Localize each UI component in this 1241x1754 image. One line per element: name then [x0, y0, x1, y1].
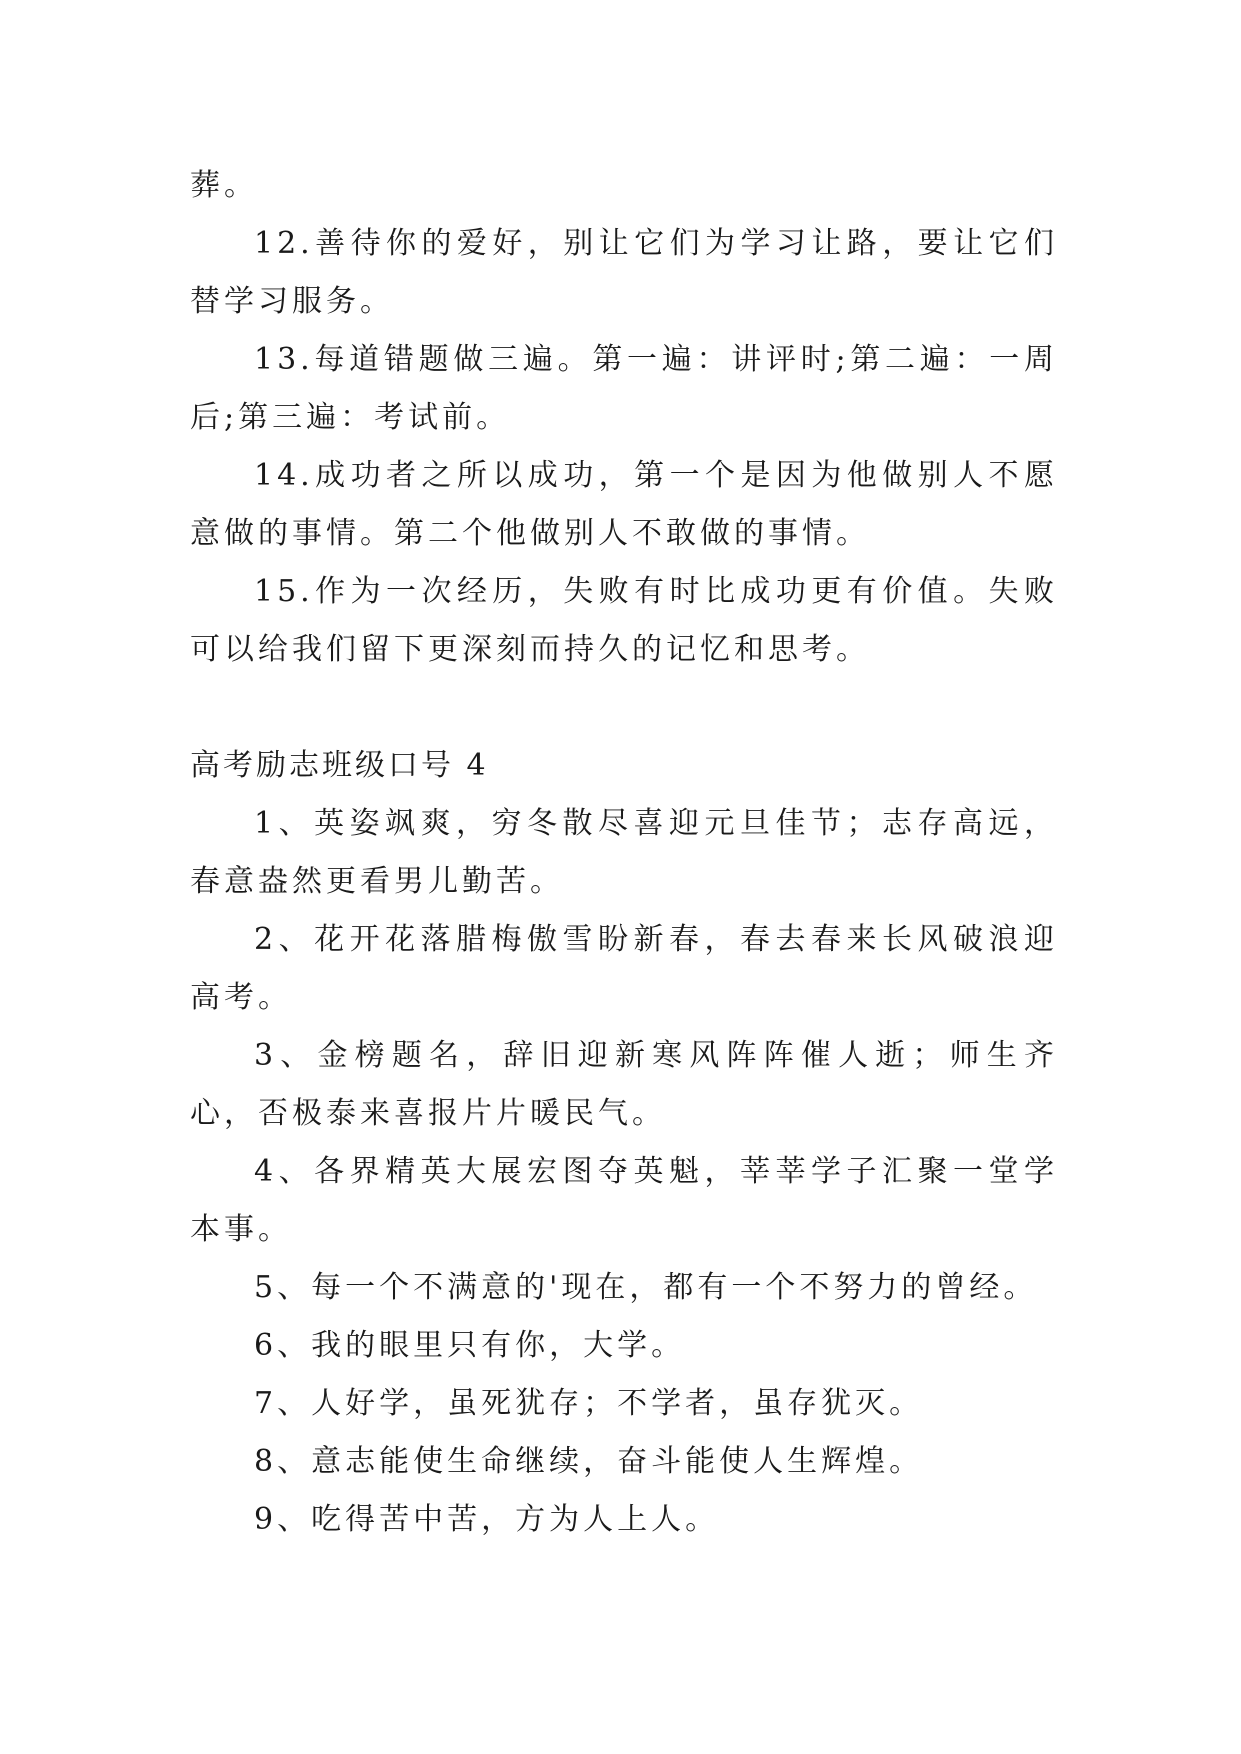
list-item: 12.善待你的爱好，别让它们为学习让路，要让它们替学习服务。: [190, 226, 1058, 319]
list-item: 8、意志能使生命继续，奋斗能使人生辉煌。: [254, 1444, 924, 1479]
list-item: 2、花开花落腊梅傲雪盼新春，春去春来长风破浪迎高考。: [190, 922, 1058, 1015]
document-page: [190, 157, 1058, 1549]
list-item: 5、每一个不满意的'现在，都有一个不努力的曾经。: [254, 1270, 1038, 1305]
list-item: 6、我的眼里只有你，大学。: [254, 1328, 686, 1363]
list-item: 1、英姿飒爽，穷冬散尽喜迎元旦佳节；志存高远，春意盎然更看男儿勤苦。: [190, 806, 1058, 899]
list-item: 15.作为一次经历，失败有时比成功更有价值。失败可以给我们留下更深刻而持久的记忆和思考。: [190, 574, 1058, 667]
continuation-text: 葬。: [190, 168, 258, 203]
list-item: 4、各界精英大展宏图夺英魁，莘莘学子汇聚一堂学本事。: [190, 1154, 1058, 1247]
list-item: 13.每道错题做三遍。第一遍：讲评时;第二遍：一周后;第三遍：考试前。: [190, 342, 1058, 435]
list-item: 9、吃得苦中苦，方为人上人。: [254, 1502, 720, 1537]
section-heading: 高考励志班级口号 4: [190, 748, 489, 783]
list-item: 3、金榜题名，辞旧迎新寒风阵阵催人逝；师生齐心，否极泰来喜报片片暖民气。: [190, 1038, 1058, 1131]
list-item: 7、人好学，虽死犹存；不学者，虽存犹灭。: [254, 1386, 924, 1421]
list-item: 14.成功者之所以成功，第一个是因为他做别人不愿意做的事情。第二个他做别人不敢做的事情。: [190, 458, 1058, 551]
